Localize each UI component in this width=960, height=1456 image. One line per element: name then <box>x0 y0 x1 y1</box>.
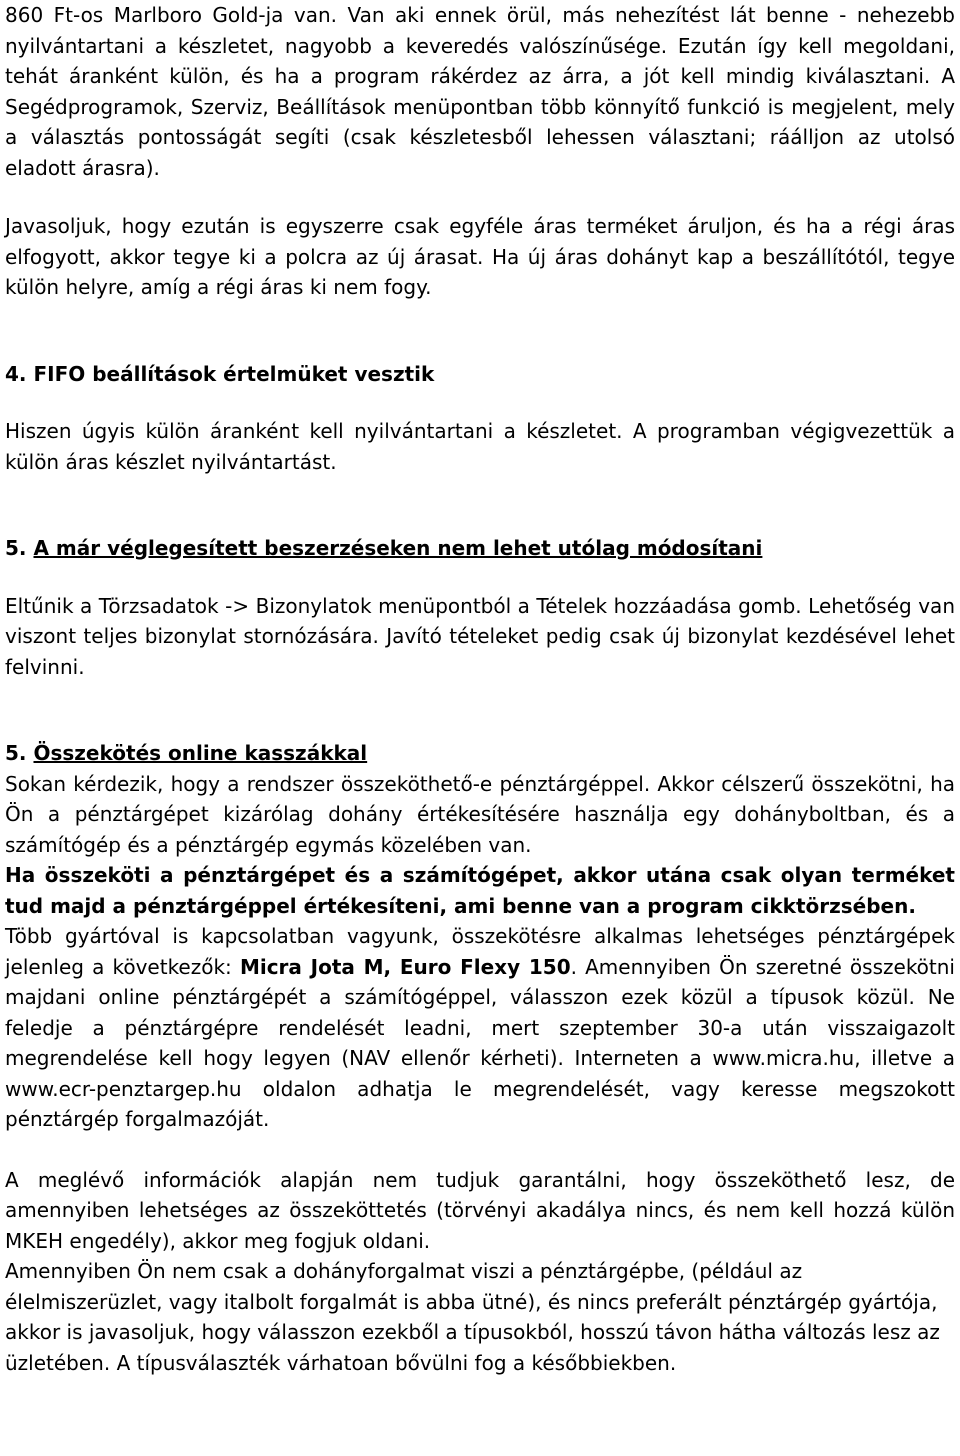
spacer <box>5 564 955 591</box>
section-5b-paragraph-5: Amennyiben Ön nem csak a dohányforgalmat viszi a pénztárgépbe, (például az élelmiszerüzlet, vagy italbolt forgalmát is abba ütné), és nincs preferált pénztárgép gyártója, akkor is javasoljuk, hogy válasszon ezekből a típusokból, hosszú távon hátha változás lesz az üzletében. A típusválaszték várhatoan bővülni fog a későbbiekben. <box>5 1259 940 1375</box>
section-5a-number: 5. <box>5 536 34 560</box>
spacer <box>5 1135 955 1165</box>
intro-paragraph-2: Javasoljuk, hogy ezután is egyszerre csak egyféle áras terméket áruljon, és ha a régi áras elfogyott, akkor tegye ki a polcra az új árasat. Ha új áras dohányt kap a beszállítótól, tegye külön helyre, amíg a régi áras ki nem fogy. <box>5 214 955 299</box>
spacer <box>5 303 955 359</box>
section-4-heading: 4. FIFO beállítások értelmüket vesztik <box>5 361 435 386</box>
spacer <box>5 477 955 533</box>
section-5b-p3-text-cont: . Amennyiben Ön szeretné összekötni majdani online pénztárgépét a számítógéppel, válasszon ezek közül a típusok közül. Ne feledje a pénztárgépre rendelését leadni, mert szeptember 30-a után visszaigazolt megrendelése kell hogy legyen (NAV ellenőr kérheti). Interneten a www.micra.hu, illetve a www.ecr-penztargep.hu oldalon adhatja le megrendelését, vagy keresse megszokott pénztárgép forgalmazóját. <box>5 954 955 1131</box>
section-5b-bold-notice: Ha összeköti a pénztárgépet és a számítógépet, akkor utána csak olyan terméket tud majd a pénztárgéppel értékesíteni, ami benne van a program cikktörzsében. <box>5 863 955 918</box>
document-page <box>5 0 955 1378</box>
section-5b-cash-register-models: Micra Jota M, Euro Flexy 150 <box>239 954 571 979</box>
section-5b-title: Összekötés online kasszákkal <box>33 741 368 765</box>
section-5b-paragraph-1: Sokan kérdezik, hogy a rendszer összeköthető-e pénztárgéppel. Akkor célszerű összekötni, ha Ön a pénztárgépet kizárólag dohány értékesítésére használja egy dohányboltban, és a számítógép és a pénztárgép egymás közelében van. <box>5 771 955 857</box>
section-5a-body: Eltűnik a Törzsadatok -> Bizonylatok menüpontból a Tételek hozzáadása gomb. Lehetőség van viszont teljes bizonylat stornózására. Javító tételeket pedig csak új bizonylat kezdésével lehet felvinni. <box>5 593 955 679</box>
section-5b-number: 5. <box>5 741 34 765</box>
section-5b-heading <box>5 738 955 769</box>
spacer <box>5 389 955 416</box>
spacer <box>5 682 955 738</box>
section-5b-paragraph-3 <box>5 921 955 1135</box>
section-4-body: Hiszen úgyis külön áranként kell nyilvántartani a készletet. A programban végigvezettük a külön áras készlet nyilvántartást. <box>5 419 955 474</box>
section-5b-paragraph-4: A meglévő információk alapján nem tudjuk garantálni, hogy összeköthető lesz, de amennyiben lehetséges az összeköttetés (törvényi akadálya nincs, és nem kell hozzá külön MKEH engedély), akkor meg fogjuk oldani. <box>5 1167 955 1253</box>
section-5b-p3-text: Több gyártóval is kapcsolatban vagyunk, összekötésre alkalmas lehetséges pénztárgépek jelenleg a következők: <box>5 924 955 979</box>
spacer <box>5 183 955 211</box>
intro-paragraph-1: 860 Ft-os Marlboro Gold-ja van. Van aki ennek örül, más nehezítést lát benne - nehezebb nyilvántartani a készletet, nagyobb a keveredés valószínűsége. Ezután így kell megoldani, tehát áranként külön, és ha a program rákérdez az árra, a jót kell mindig kiválasztani. A Segédprogramok, Szerviz, Beállítások menüpontban több könnyítő funkció is megjelent, mely a választás pontosságát segíti (csak készletesből lehessen választani; ráálljon az utolsó eladott árasra). <box>5 3 955 180</box>
section-5a-title: A már véglegesített beszerzéseken nem lehet utólag módosítani <box>33 536 763 560</box>
section-5a-heading <box>5 533 955 564</box>
